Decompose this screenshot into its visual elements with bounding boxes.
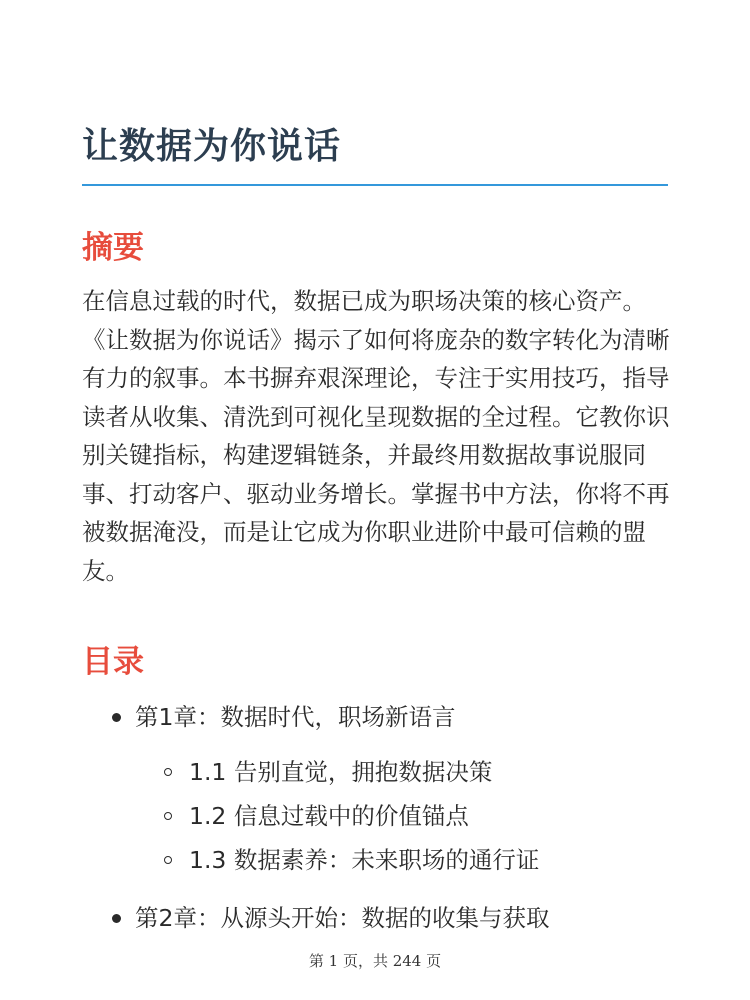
toc-item-label: 第2章：从源头开始：数据的收集与获取 <box>135 904 550 932</box>
toc-item-label: 1.1 告别直觉，拥抱数据决策 <box>189 758 493 786</box>
abstract-paragraph: 在信息过载的时代，数据已成为职场决策的核心资产。《让数据为你说话》揭示了如何将庞杂的数字转化为清晰有力的叙事。本书摒弃艰深理论，专注于实用技巧，指导读者从收集、清洗到可视化呈现数据的全过程。它教你识别关键指标，构建逻辑链条，并最终用数据故事说服同事、打动客户、驱动业务增长。掌握书中方法，你将不再被数据淹没，而是让它成为你职业进阶中最可信赖的盟友。 <box>82 287 670 585</box>
bullet-circle-icon <box>164 768 172 776</box>
abstract-heading: 摘要 <box>82 230 144 266</box>
title-divider <box>82 184 668 186</box>
bullet-circle-icon <box>164 856 172 864</box>
bullet-disc-icon <box>112 713 121 722</box>
bullet-circle-icon <box>164 812 172 820</box>
toc-item-label: 1.2 信息过载中的价值锚点 <box>189 802 469 830</box>
toc-heading: 目录 <box>82 644 144 680</box>
document-title: 让数据为你说话 <box>82 126 342 167</box>
toc-item-label: 第1章：数据时代，职场新语言 <box>135 703 456 731</box>
bullet-disc-icon <box>112 914 121 923</box>
toc-item-label: 1.3 数据素养：未来职场的通行证 <box>189 846 540 874</box>
page-footer: 第 1 页，共 244 页 <box>308 952 442 970</box>
